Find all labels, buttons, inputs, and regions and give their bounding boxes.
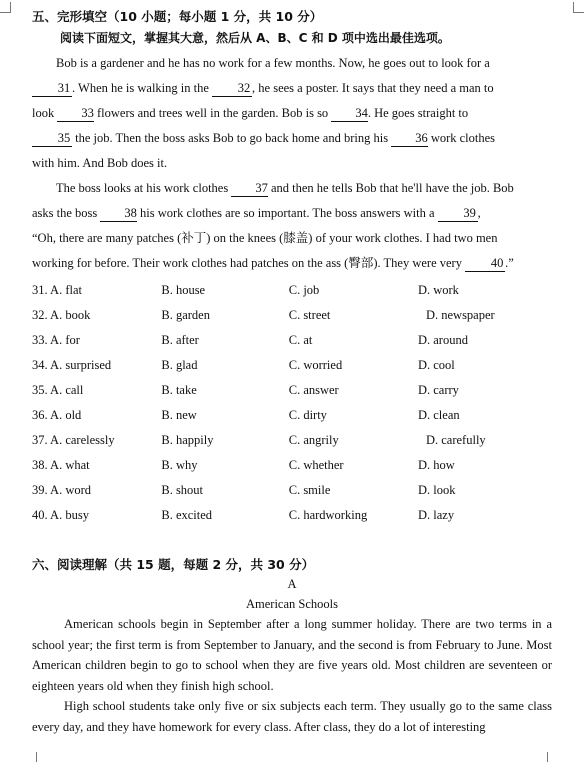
passage-text: ,	[477, 206, 481, 220]
question-row	[32, 328, 552, 353]
passage-text: Bob is a gardener and he has no work for a few months. Now, he goes out to look for a	[56, 56, 490, 70]
question-row	[32, 403, 552, 428]
option-d: D. how	[417, 458, 455, 472]
option-c: C. whether	[288, 458, 344, 472]
passage-text: . When he is walking in the	[72, 81, 209, 95]
question-row	[32, 303, 552, 328]
option-b: B. house	[161, 283, 206, 297]
crop-mark-bottom-left	[26, 752, 37, 762]
passage-text: the job. Then the boss asks Bob to go back home and bring his	[75, 131, 389, 145]
option-d: D. work	[417, 283, 459, 297]
passage-text: “Oh, there are many patches (补丁) on the knees (膝盖) of your work clothes. I had two men	[32, 231, 498, 245]
blank-33: 33	[57, 106, 94, 122]
option-a: 39. A. word	[32, 483, 92, 497]
blank-38: 38	[100, 206, 137, 222]
passage-text: flowers and trees well in the garden. Bob is so	[96, 106, 329, 120]
option-a: 37. A. carelessly	[32, 433, 115, 447]
option-c: C. hardworking	[288, 508, 368, 522]
cloze-paragraph-1	[32, 51, 552, 176]
option-b: B. shout	[161, 483, 204, 497]
crop-mark-top-left	[0, 2, 11, 13]
option-c: C. smile	[288, 483, 331, 497]
option-c: C. street	[288, 308, 331, 322]
passage-text: working for before. Their work clothes had patches on the ass (臀部). They were very	[32, 256, 462, 270]
blank-31: 31	[32, 81, 72, 97]
cloze-passage	[32, 51, 552, 276]
reading-paragraph-2	[32, 696, 552, 737]
option-b: B. new	[161, 408, 197, 422]
passage-text: .”	[505, 256, 514, 270]
passage-text: look	[32, 106, 55, 120]
option-d: D. look	[417, 483, 456, 497]
option-a: 33. A. for	[32, 333, 80, 347]
option-d: D. carry	[417, 383, 459, 397]
section6	[32, 556, 552, 737]
question-row	[32, 453, 552, 478]
blank-37: 37	[231, 181, 268, 197]
reading-title: American Schools	[246, 597, 338, 611]
section6-heading: 六、阅读理解（共 15 题，每题 2 分，共 30 分）	[32, 557, 315, 572]
section5-instruction: 阅读下面短文，掌握其大意，然后从 A、B、C 和 D 项中选出最佳选项。	[60, 31, 450, 45]
passage-text: The boss looks at his work clothes	[56, 181, 229, 195]
option-b: B. garden	[161, 308, 210, 322]
question-row	[32, 353, 552, 378]
passage-text: . He goes straight to	[367, 106, 469, 120]
option-c: C. at	[288, 333, 313, 347]
question-row	[32, 378, 552, 403]
section5-heading: 五、完形填空（10 小题；每小题 1 分，共 10 分）	[32, 9, 323, 24]
question-row	[32, 278, 552, 303]
option-b: B. take	[161, 383, 197, 397]
option-d: D. lazy	[417, 508, 455, 522]
question-row	[32, 428, 552, 453]
passage-text: work clothes	[430, 131, 496, 145]
reading-text: class every day, and they have homework for every class. After class, they do a lot of interesting	[32, 699, 552, 734]
crop-mark-top-right	[573, 2, 584, 13]
option-b: B. why	[161, 458, 198, 472]
option-a: 34. A. surprised	[32, 358, 112, 372]
question-row	[32, 503, 552, 528]
passage-text: , he sees a poster. It says that they need a man to	[252, 81, 494, 95]
option-c: C. worried	[288, 358, 343, 372]
blank-36: 36	[391, 131, 428, 147]
option-d: D. clean	[417, 408, 460, 422]
option-a: 35. A. call	[32, 383, 84, 397]
options-table	[32, 278, 552, 528]
reading-text: High school students take only five or six subjects each term. They usually go to the same	[64, 699, 524, 713]
option-a: 31. A. flat	[32, 283, 82, 297]
passage-text: asks the boss	[32, 206, 98, 220]
passage-text: with him. And Bob does it.	[32, 156, 168, 170]
blank-35: 35	[32, 131, 72, 147]
option-c: C. angrily	[288, 433, 339, 447]
option-c: C. job	[288, 283, 320, 297]
passage-text: his work clothes are so important. The boss answers with a	[140, 206, 435, 220]
blank-34: 34	[331, 106, 368, 122]
option-d: D. newspaper	[425, 308, 495, 322]
option-d: D. cool	[417, 358, 455, 372]
cloze-paragraph-2	[32, 176, 552, 276]
blank-40: 40	[465, 256, 505, 272]
exam-page	[32, 8, 552, 737]
option-c: C. answer	[288, 383, 339, 397]
option-a: 40. A. busy	[32, 508, 89, 522]
passage-text: and then he tells Bob that he'll have the job. Bob	[270, 181, 514, 195]
blank-32: 32	[212, 81, 252, 97]
option-b: B. excited	[161, 508, 213, 522]
option-b: B. after	[161, 333, 199, 347]
blank-39: 39	[438, 206, 478, 222]
reading-part-label: A	[287, 577, 297, 591]
reading-text: school year; the first term is from September to January, and the second is from February to June.	[32, 637, 523, 652]
option-d: D. around	[417, 333, 468, 347]
question-row	[32, 478, 552, 503]
option-a: 32. A. book	[32, 308, 91, 322]
option-b: B. happily	[161, 433, 214, 447]
option-a: 36. A. old	[32, 408, 82, 422]
option-d: D. carefully	[425, 433, 486, 447]
option-c: C. dirty	[288, 408, 327, 422]
reading-paragraph-1	[32, 614, 552, 696]
option-a: 38. A. what	[32, 458, 90, 472]
crop-mark-bottom-right	[547, 752, 558, 762]
reading-text: seventeen or eighteen years old when they finish high school.	[32, 658, 553, 693]
reading-text: American schools begin in September after a long summer holiday. There are two terms in a	[64, 617, 552, 631]
reading-text: Most American children begin to go to school when they are five years old. Most children are	[32, 637, 552, 672]
option-b: B. glad	[161, 358, 198, 372]
